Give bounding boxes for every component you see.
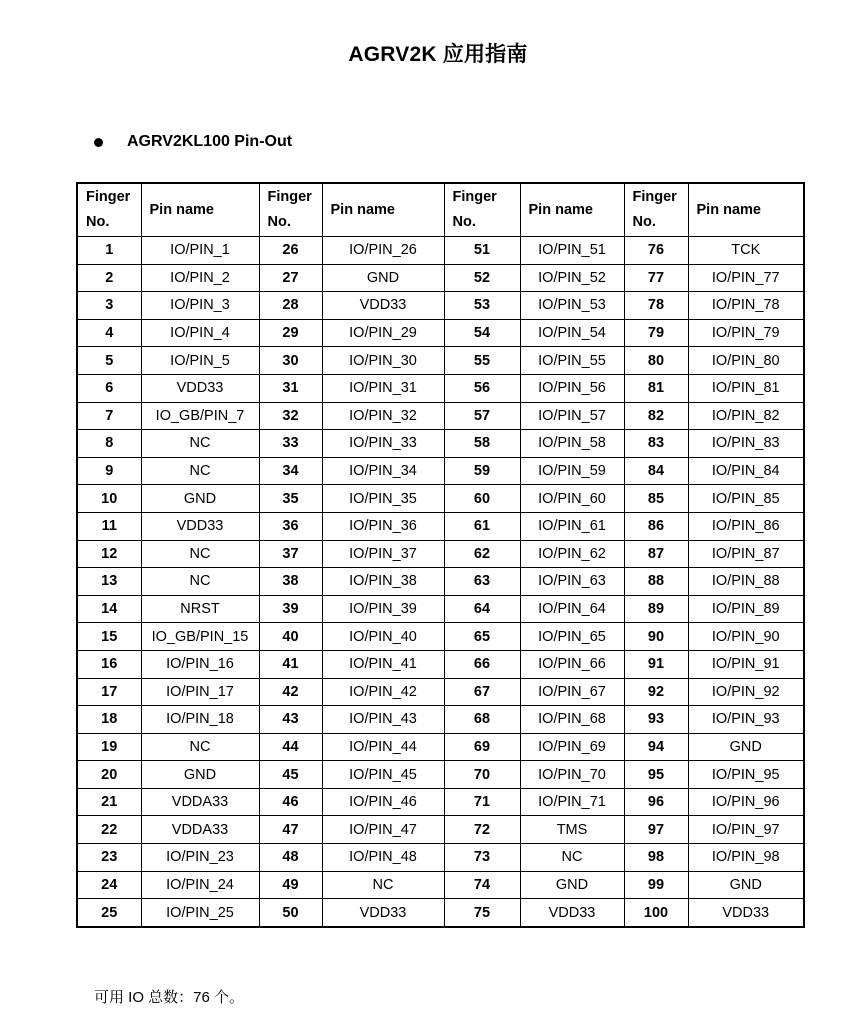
table-row — [77, 457, 804, 485]
pin-name-cell: IO/PIN_89 — [688, 595, 804, 623]
finger-number-cell: 75 — [444, 899, 520, 927]
header-pin-name: Pin name — [520, 183, 624, 237]
finger-number-cell: 87 — [624, 540, 688, 568]
finger-number-cell: 48 — [259, 844, 322, 872]
pin-name-cell: IO/PIN_54 — [520, 319, 624, 347]
section-heading-line — [94, 133, 292, 151]
pin-name-cell: IO/PIN_52 — [520, 264, 624, 292]
pin-name-cell: IO/PIN_67 — [520, 678, 624, 706]
finger-number-cell: 83 — [624, 430, 688, 458]
pin-name-cell: IO/PIN_70 — [520, 761, 624, 789]
finger-number-cell: 21 — [77, 788, 141, 816]
table-row — [77, 761, 804, 789]
finger-number-cell: 51 — [444, 237, 520, 265]
finger-number-cell: 9 — [77, 457, 141, 485]
pin-name-cell: IO/PIN_35 — [322, 485, 444, 513]
finger-number-cell: 1 — [77, 237, 141, 265]
pin-name-cell: GND — [141, 761, 259, 789]
pin-name-cell: IO/PIN_59 — [520, 457, 624, 485]
pin-name-cell: IO/PIN_2 — [141, 264, 259, 292]
table-row — [77, 237, 804, 265]
pin-name-cell: IO/PIN_36 — [322, 512, 444, 540]
pin-name-cell: IO/PIN_44 — [322, 733, 444, 761]
finger-number-cell: 53 — [444, 292, 520, 320]
header-finger-no: Finger No. — [77, 183, 141, 237]
pin-name-cell: IO/PIN_42 — [322, 678, 444, 706]
pin-name-cell: TCK — [688, 237, 804, 265]
pin-name-cell: GND — [322, 264, 444, 292]
pin-name-cell: IO/PIN_57 — [520, 402, 624, 430]
finger-number-cell: 62 — [444, 540, 520, 568]
finger-number-cell: 91 — [624, 650, 688, 678]
pin-name-cell: NRST — [141, 595, 259, 623]
pin-name-cell: IO/PIN_60 — [520, 485, 624, 513]
pin-name-cell: IO/PIN_32 — [322, 402, 444, 430]
pin-name-cell: IO/PIN_90 — [688, 623, 804, 651]
pin-name-cell: IO/PIN_69 — [520, 733, 624, 761]
pin-name-cell: IO/PIN_85 — [688, 485, 804, 513]
pin-name-cell: IO/PIN_1 — [141, 237, 259, 265]
pin-name-cell: IO/PIN_80 — [688, 347, 804, 375]
pin-name-cell: NC — [141, 540, 259, 568]
finger-number-cell: 66 — [444, 650, 520, 678]
finger-number-cell: 90 — [624, 623, 688, 651]
pin-name-cell: IO/PIN_16 — [141, 650, 259, 678]
finger-number-cell: 44 — [259, 733, 322, 761]
pin-name-cell: IO/PIN_63 — [520, 568, 624, 596]
pin-name-cell: NC — [520, 844, 624, 872]
pin-name-cell: IO/PIN_29 — [322, 319, 444, 347]
table-row — [77, 568, 804, 596]
finger-number-cell: 29 — [259, 319, 322, 347]
header-finger-no: Finger No. — [259, 183, 322, 237]
io-count-note: 可用 IO 总数：76 个。 — [94, 989, 245, 1006]
finger-number-cell: 92 — [624, 678, 688, 706]
pin-name-cell: IO/PIN_25 — [141, 899, 259, 927]
pin-name-cell: IO/PIN_51 — [520, 237, 624, 265]
finger-number-cell: 15 — [77, 623, 141, 651]
finger-number-cell: 25 — [77, 899, 141, 927]
table-row — [77, 816, 804, 844]
pin-name-cell: GND — [688, 871, 804, 899]
pin-name-cell: IO/PIN_3 — [141, 292, 259, 320]
finger-number-cell: 33 — [259, 430, 322, 458]
finger-number-cell: 2 — [77, 264, 141, 292]
table-body — [77, 237, 804, 927]
table-row — [77, 319, 804, 347]
finger-number-cell: 38 — [259, 568, 322, 596]
finger-number-cell: 89 — [624, 595, 688, 623]
pin-name-cell: IO/PIN_97 — [688, 816, 804, 844]
pin-name-cell: VDD33 — [141, 374, 259, 402]
finger-number-cell: 81 — [624, 374, 688, 402]
pin-name-cell: NC — [141, 430, 259, 458]
finger-number-cell: 43 — [259, 706, 322, 734]
finger-number-cell: 3 — [77, 292, 141, 320]
finger-number-cell: 54 — [444, 319, 520, 347]
header-pin-name: Pin name — [322, 183, 444, 237]
finger-number-cell: 55 — [444, 347, 520, 375]
header-pin-name: Pin name — [141, 183, 259, 237]
finger-number-cell: 14 — [77, 595, 141, 623]
pin-name-cell: IO/PIN_26 — [322, 237, 444, 265]
finger-number-cell: 71 — [444, 788, 520, 816]
finger-number-cell: 79 — [624, 319, 688, 347]
pin-name-cell: IO/PIN_58 — [520, 430, 624, 458]
pin-name-cell: IO/PIN_41 — [322, 650, 444, 678]
pin-name-cell: VDD33 — [141, 512, 259, 540]
pin-name-cell: IO/PIN_62 — [520, 540, 624, 568]
pin-name-cell: IO/PIN_43 — [322, 706, 444, 734]
pin-name-cell: GND — [688, 733, 804, 761]
pin-name-cell: IO/PIN_87 — [688, 540, 804, 568]
pin-name-cell: IO/PIN_77 — [688, 264, 804, 292]
pin-name-cell: IO/PIN_56 — [520, 374, 624, 402]
finger-number-cell: 35 — [259, 485, 322, 513]
pin-name-cell: VDD33 — [688, 899, 804, 927]
finger-number-cell: 31 — [259, 374, 322, 402]
finger-number-cell: 49 — [259, 871, 322, 899]
header-pin-name: Pin name — [688, 183, 804, 237]
pin-name-cell: IO/PIN_5 — [141, 347, 259, 375]
finger-number-cell: 56 — [444, 374, 520, 402]
finger-number-cell: 30 — [259, 347, 322, 375]
pin-name-cell: IO/PIN_65 — [520, 623, 624, 651]
pin-name-cell: VDDA33 — [141, 788, 259, 816]
finger-number-cell: 47 — [259, 816, 322, 844]
table-row — [77, 733, 804, 761]
finger-number-cell: 98 — [624, 844, 688, 872]
pin-name-cell: NC — [141, 733, 259, 761]
finger-number-cell: 74 — [444, 871, 520, 899]
pin-name-cell: IO/PIN_4 — [141, 319, 259, 347]
finger-number-cell: 45 — [259, 761, 322, 789]
finger-number-cell: 93 — [624, 706, 688, 734]
pin-name-cell: IO/PIN_30 — [322, 347, 444, 375]
table-row — [77, 264, 804, 292]
finger-number-cell: 41 — [259, 650, 322, 678]
finger-number-cell: 18 — [77, 706, 141, 734]
pin-name-cell: IO/PIN_78 — [688, 292, 804, 320]
table-row — [77, 706, 804, 734]
finger-number-cell: 20 — [77, 761, 141, 789]
pin-name-cell: IO/PIN_18 — [141, 706, 259, 734]
finger-number-cell: 7 — [77, 402, 141, 430]
pin-name-cell: IO/PIN_48 — [322, 844, 444, 872]
table-row — [77, 292, 804, 320]
finger-number-cell: 46 — [259, 788, 322, 816]
pin-name-cell: IO/PIN_38 — [322, 568, 444, 596]
pin-name-cell: GND — [141, 485, 259, 513]
finger-number-cell: 77 — [624, 264, 688, 292]
finger-number-cell: 69 — [444, 733, 520, 761]
table-row — [77, 650, 804, 678]
pin-name-cell: IO/PIN_31 — [322, 374, 444, 402]
finger-number-cell: 80 — [624, 347, 688, 375]
table-row — [77, 595, 804, 623]
finger-number-cell: 40 — [259, 623, 322, 651]
finger-number-cell: 85 — [624, 485, 688, 513]
finger-number-cell: 36 — [259, 512, 322, 540]
finger-number-cell: 94 — [624, 733, 688, 761]
pin-name-cell: IO/PIN_24 — [141, 871, 259, 899]
pin-name-cell: GND — [520, 871, 624, 899]
pin-name-cell: IO/PIN_93 — [688, 706, 804, 734]
pin-name-cell: IO/PIN_64 — [520, 595, 624, 623]
finger-number-cell: 88 — [624, 568, 688, 596]
header-finger-no: Finger No. — [624, 183, 688, 237]
pin-name-cell: IO/PIN_37 — [322, 540, 444, 568]
finger-number-cell: 52 — [444, 264, 520, 292]
pin-name-cell: IO/PIN_96 — [688, 788, 804, 816]
finger-number-cell: 22 — [77, 816, 141, 844]
finger-number-cell: 61 — [444, 512, 520, 540]
table-row — [77, 623, 804, 651]
pin-name-cell: IO/PIN_55 — [520, 347, 624, 375]
finger-number-cell: 5 — [77, 347, 141, 375]
pin-name-cell: IO/PIN_46 — [322, 788, 444, 816]
pin-name-cell: IO/PIN_68 — [520, 706, 624, 734]
finger-number-cell: 27 — [259, 264, 322, 292]
pin-name-cell: IO/PIN_71 — [520, 788, 624, 816]
table-row — [77, 871, 804, 899]
pin-name-cell: IO_GB/PIN_7 — [141, 402, 259, 430]
pin-name-cell: IO/PIN_98 — [688, 844, 804, 872]
finger-number-cell: 12 — [77, 540, 141, 568]
finger-number-cell: 65 — [444, 623, 520, 651]
table-row — [77, 430, 804, 458]
pin-name-cell: VDD33 — [520, 899, 624, 927]
pin-name-cell: VDDA33 — [141, 816, 259, 844]
finger-number-cell: 23 — [77, 844, 141, 872]
pin-name-cell: IO/PIN_86 — [688, 512, 804, 540]
section-heading: AGRV2KL100 Pin-Out — [127, 133, 293, 150]
page-title: AGRV2K 应用指南 — [348, 43, 528, 66]
pin-name-cell: IO/PIN_82 — [688, 402, 804, 430]
finger-number-cell: 100 — [624, 899, 688, 927]
pin-name-cell: IO/PIN_92 — [688, 678, 804, 706]
finger-number-cell: 11 — [77, 512, 141, 540]
finger-number-cell: 99 — [624, 871, 688, 899]
finger-number-cell: 4 — [77, 319, 141, 347]
finger-number-cell: 24 — [77, 871, 141, 899]
pin-name-cell: VDD33 — [322, 899, 444, 927]
finger-number-cell: 64 — [444, 595, 520, 623]
pin-name-cell: IO/PIN_45 — [322, 761, 444, 789]
table-row — [77, 899, 804, 927]
finger-number-cell: 67 — [444, 678, 520, 706]
finger-number-cell: 63 — [444, 568, 520, 596]
table-row — [77, 678, 804, 706]
pin-name-cell: VDD33 — [322, 292, 444, 320]
finger-number-cell: 8 — [77, 430, 141, 458]
finger-number-cell: 86 — [624, 512, 688, 540]
pin-name-cell: IO/PIN_88 — [688, 568, 804, 596]
table-row — [77, 374, 804, 402]
table-row — [77, 540, 804, 568]
pin-name-cell: IO/PIN_17 — [141, 678, 259, 706]
finger-number-cell: 13 — [77, 568, 141, 596]
finger-number-cell: 19 — [77, 733, 141, 761]
finger-number-cell: 70 — [444, 761, 520, 789]
pinout-table — [76, 182, 805, 928]
finger-number-cell: 16 — [77, 650, 141, 678]
pin-name-cell: IO/PIN_34 — [322, 457, 444, 485]
finger-number-cell: 84 — [624, 457, 688, 485]
table-row — [77, 347, 804, 375]
table-row — [77, 485, 804, 513]
finger-number-cell: 10 — [77, 485, 141, 513]
finger-number-cell: 97 — [624, 816, 688, 844]
pin-name-cell: NC — [141, 457, 259, 485]
finger-number-cell: 42 — [259, 678, 322, 706]
pin-name-cell: IO/PIN_40 — [322, 623, 444, 651]
finger-number-cell: 78 — [624, 292, 688, 320]
finger-number-cell: 82 — [624, 402, 688, 430]
finger-number-cell: 58 — [444, 430, 520, 458]
finger-number-cell: 96 — [624, 788, 688, 816]
table-row — [77, 788, 804, 816]
table-row — [77, 402, 804, 430]
table-header-row — [77, 183, 804, 237]
pin-name-cell: IO/PIN_66 — [520, 650, 624, 678]
pin-name-cell: IO/PIN_81 — [688, 374, 804, 402]
finger-number-cell: 59 — [444, 457, 520, 485]
finger-number-cell: 72 — [444, 816, 520, 844]
pin-name-cell: NC — [322, 871, 444, 899]
finger-number-cell: 60 — [444, 485, 520, 513]
finger-number-cell: 17 — [77, 678, 141, 706]
pin-name-cell: IO_GB/PIN_15 — [141, 623, 259, 651]
pin-name-cell: IO/PIN_83 — [688, 430, 804, 458]
pin-name-cell: IO/PIN_39 — [322, 595, 444, 623]
finger-number-cell: 32 — [259, 402, 322, 430]
finger-number-cell: 6 — [77, 374, 141, 402]
finger-number-cell: 26 — [259, 237, 322, 265]
finger-number-cell: 34 — [259, 457, 322, 485]
finger-number-cell: 95 — [624, 761, 688, 789]
finger-number-cell: 68 — [444, 706, 520, 734]
pin-name-cell: IO/PIN_23 — [141, 844, 259, 872]
table-row — [77, 844, 804, 872]
pin-name-cell: IO/PIN_95 — [688, 761, 804, 789]
header-finger-no: Finger No. — [444, 183, 520, 237]
finger-number-cell: 73 — [444, 844, 520, 872]
pin-name-cell: NC — [141, 568, 259, 596]
finger-number-cell: 39 — [259, 595, 322, 623]
pin-name-cell: IO/PIN_33 — [322, 430, 444, 458]
pin-name-cell: IO/PIN_84 — [688, 457, 804, 485]
bullet-icon — [94, 138, 103, 147]
finger-number-cell: 76 — [624, 237, 688, 265]
finger-number-cell: 57 — [444, 402, 520, 430]
finger-number-cell: 50 — [259, 899, 322, 927]
table-row — [77, 512, 804, 540]
pin-name-cell: IO/PIN_79 — [688, 319, 804, 347]
pin-name-cell: IO/PIN_53 — [520, 292, 624, 320]
pin-name-cell: IO/PIN_47 — [322, 816, 444, 844]
finger-number-cell: 28 — [259, 292, 322, 320]
pin-name-cell: TMS — [520, 816, 624, 844]
finger-number-cell: 37 — [259, 540, 322, 568]
pin-name-cell: IO/PIN_91 — [688, 650, 804, 678]
pin-name-cell: IO/PIN_61 — [520, 512, 624, 540]
